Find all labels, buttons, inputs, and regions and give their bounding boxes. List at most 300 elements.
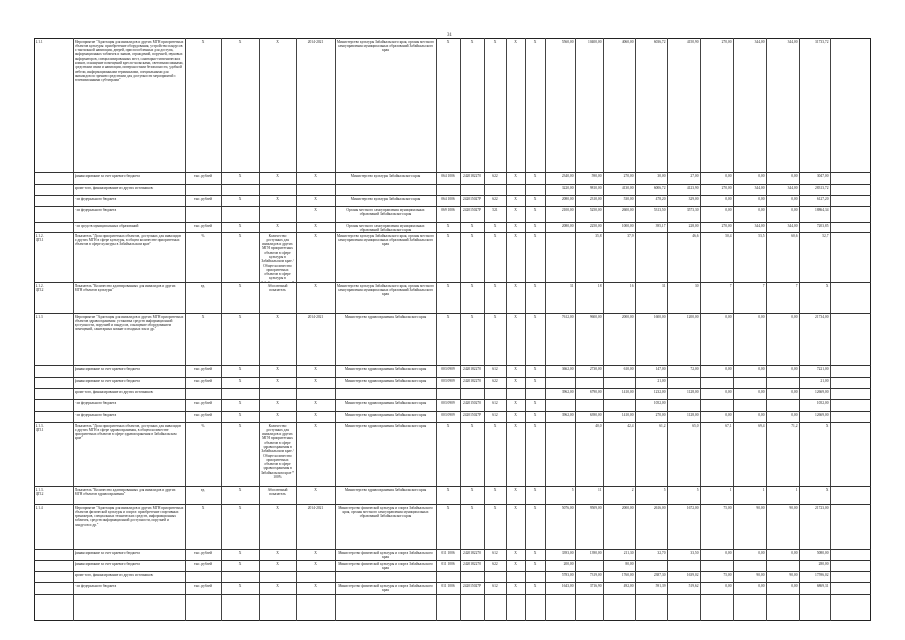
row-year-2015: 590,00 bbox=[591, 173, 602, 178]
row-name: Показатель "Количество адаптированных для инвалидов и других МГН объектов культуры" bbox=[74, 283, 176, 292]
row-executor: Министерство физической культуры и спорта Забайкальского края, органы местного самоуправления муниципальных образований Забайкальского края bbox=[338, 505, 433, 519]
row-year-2016: 1760,00 bbox=[621, 572, 634, 577]
row-year-2017: 478,20 bbox=[655, 196, 666, 201]
row-year-2017: 32,70 bbox=[657, 550, 666, 555]
row-code-grbs: X bbox=[446, 283, 450, 288]
row-code-vr: X bbox=[493, 505, 497, 510]
row-year-2017: 5313,50 bbox=[653, 207, 666, 212]
row-code-csr: X bbox=[470, 314, 474, 319]
row-unit: ед. bbox=[200, 283, 206, 288]
row-year-2014: 5783,00 bbox=[561, 572, 574, 577]
row-year-2018: 4123,90 bbox=[686, 185, 699, 190]
row-year-2014: 5560,00 bbox=[561, 39, 574, 44]
row-period: 2014-2021 bbox=[307, 39, 324, 44]
row-total: X bbox=[825, 283, 829, 288]
row-year-2017: 270,00 bbox=[655, 412, 666, 417]
row-year-2017: 61,2 bbox=[659, 423, 666, 428]
row-total: 7221,00 bbox=[816, 366, 829, 371]
row-total: 1052,00 bbox=[816, 400, 829, 405]
row-code-vr: 612 bbox=[492, 550, 498, 555]
row-year-2014: 2340,00 bbox=[561, 173, 574, 178]
table-column-divider bbox=[185, 38, 186, 621]
row-code-vr: X bbox=[493, 233, 497, 238]
row-code-vr: 622 bbox=[492, 561, 498, 566]
row-code-5: X bbox=[533, 283, 537, 288]
row-year-2019: 0,00 bbox=[725, 412, 732, 417]
row-code-csr: X bbox=[470, 487, 474, 492]
row-period: X bbox=[314, 550, 317, 555]
table-column-divider bbox=[603, 38, 604, 621]
row-year-2018: 27,00 bbox=[690, 173, 699, 178]
row-year-2016: 4130,00 bbox=[621, 185, 634, 190]
row-code-5: X bbox=[533, 561, 537, 566]
row-unit: тыс. рублей bbox=[194, 400, 212, 405]
row-period: X bbox=[314, 423, 317, 428]
row-code-csr: 2420182270 bbox=[463, 366, 481, 371]
row-name: - из федерального бюджета bbox=[74, 412, 117, 417]
row-code-csr: X bbox=[470, 283, 474, 288]
row-year-2017: 147,00 bbox=[655, 366, 666, 371]
row-code-5: X bbox=[533, 223, 537, 228]
row-executor: Министерство культуры Забайкальского края bbox=[350, 196, 421, 201]
row-name: Показатель "Количество адаптированных для инвалидов и других МГН объектов здравоохранения" bbox=[74, 487, 176, 496]
row-formula: X bbox=[276, 223, 279, 228]
row-unit: тыс. рублей bbox=[194, 196, 212, 201]
row-executor: Органы местного самоуправления муниципальных образований Забайкальского края bbox=[346, 207, 425, 216]
row-code-csr: 2420150270 bbox=[463, 400, 481, 405]
row-value-1: X bbox=[238, 233, 242, 238]
row-year-2019: 0,00 bbox=[725, 207, 732, 212]
row-name: финансирование за счет краевого бюджета bbox=[74, 561, 140, 566]
row-year-2020: 53,5 bbox=[758, 233, 765, 238]
row-executor: Министерство физической культуры и спорта Забайкальского края bbox=[338, 550, 433, 559]
row-formula: X bbox=[276, 196, 279, 201]
row-total: 21,00 bbox=[820, 378, 829, 383]
row-formula: X bbox=[276, 550, 279, 555]
row-value-1: X bbox=[238, 223, 242, 228]
row-total: 17596,02 bbox=[815, 572, 829, 577]
row-year-2018: 5 bbox=[696, 487, 699, 492]
row-year-2018: 33,50 bbox=[690, 550, 699, 555]
row-unit: % bbox=[201, 233, 205, 238]
row-formula: X bbox=[276, 583, 279, 588]
row-name: - из федерального бюджета bbox=[74, 400, 117, 405]
row-code-grbs: 064 1006 bbox=[441, 196, 455, 201]
row-unit: X bbox=[201, 314, 205, 319]
row-year-2018: 1128,00 bbox=[686, 412, 699, 417]
row-formula: Абсолютный показатель bbox=[267, 487, 288, 496]
row-year-2015: 2250,00 bbox=[589, 223, 602, 228]
row-year-2018: 3573,30 bbox=[686, 207, 699, 212]
row-code-5: X bbox=[533, 233, 537, 238]
row-year-2017: 591,39 bbox=[655, 583, 666, 588]
row-year-2016: 492,00 bbox=[623, 583, 634, 588]
row-code-csr: 2420182270 bbox=[463, 561, 481, 566]
table-column-divider bbox=[436, 38, 437, 621]
row-name: кроме того, финансирование из других источников: bbox=[74, 185, 154, 190]
row-year-2017: 2387,30 bbox=[653, 572, 666, 577]
row-code-grbs: X bbox=[446, 487, 450, 492]
row-code-4: X bbox=[514, 233, 517, 238]
row-year-2018: 228,00 bbox=[688, 223, 699, 228]
row-year-2021: 0,00 bbox=[791, 173, 798, 178]
row-year-2021: 90,00 bbox=[789, 505, 798, 510]
table-column-divider bbox=[700, 38, 701, 621]
row-value-1: X bbox=[238, 561, 242, 566]
row-year-2019: 0,00 bbox=[725, 583, 732, 588]
row-year-2014: 200,00 bbox=[563, 561, 574, 566]
page-number: 31 bbox=[447, 33, 452, 38]
row-executor: Министерство культуры Забайкальского края, органы местного самоуправления муниципальных образований Забайкальского края bbox=[336, 233, 435, 247]
row-year-2017: 395,17 bbox=[655, 223, 666, 228]
row-year-2015: 11 bbox=[598, 487, 602, 492]
row-code-grbs: 011 1006 bbox=[441, 550, 455, 555]
row-name: Мероприятие "Адаптация для инвалидов и других МГН приоритетных объектов культуры: приобретение оборудования, устройство пандусов и тактильной навигации, дверей, приспособленных для доступа, информационных табличек и знаков, ограждений, поручней, звуковых информаторов, специализированных мест, санитарно-гигиенических комнат, оснащение помещений кресло-колясками, световыми маяками, средствами связи и навигации, поверхностями безопасности, удобной мебели, информационными терминалами, специальными для инвалидов по зрению средствами для доступности мероприятий с телевизионными субтитрами" bbox=[74, 39, 184, 83]
row-year-2014: 5076,00 bbox=[561, 505, 574, 510]
row-code-csr: 242015027Р bbox=[462, 412, 482, 417]
row-executor: Министерство физической культуры и спорта Забайкальского края bbox=[338, 583, 433, 592]
row-total: 18864,34 bbox=[815, 207, 829, 212]
row-year-2018: 329,00 bbox=[688, 196, 699, 201]
row-executor: Органы местного самоуправления муниципальных образований Забайкальского края bbox=[346, 223, 425, 232]
row-year-2018: 30 bbox=[694, 283, 699, 288]
row-code-4: X bbox=[514, 207, 517, 212]
row-year-2018: 1639,02 bbox=[686, 572, 699, 577]
row-period: X bbox=[314, 412, 317, 417]
row-year-2019: 75,00 bbox=[723, 505, 732, 510]
row-code-csr: 242015027Р bbox=[462, 207, 482, 212]
row-number: 2.1.3 bbox=[35, 314, 43, 319]
row-formula: X bbox=[276, 314, 279, 319]
row-year-2019: 75,00 bbox=[723, 572, 732, 577]
row-year-2015: 9509,00 bbox=[589, 505, 602, 510]
row-code-4: X bbox=[514, 550, 517, 555]
row-year-2016: 530,00 bbox=[623, 196, 634, 201]
row-unit: % bbox=[201, 423, 205, 428]
row-year-2015: 7319,00 bbox=[589, 572, 602, 577]
row-value-1: X bbox=[238, 366, 242, 371]
row-year-2019: 0,00 bbox=[725, 314, 732, 319]
row-number: 2.1.1 bbox=[35, 39, 43, 44]
row-year-2014: 3393,00 bbox=[561, 550, 574, 555]
row-code-vr: X bbox=[493, 39, 497, 44]
row-year-2018: 46,6 bbox=[692, 233, 699, 238]
row-year-2021: 90,00 bbox=[789, 572, 798, 577]
table-column-divider bbox=[766, 38, 767, 621]
row-year-2019: 270,00 bbox=[721, 39, 732, 44]
table-column-divider bbox=[484, 38, 485, 621]
row-total: 5080,00 bbox=[816, 550, 829, 555]
row-unit: тыс. рублей bbox=[194, 223, 212, 228]
row-year-2020: 0,00 bbox=[758, 366, 765, 371]
row-formula: Количество доступных для инвалидов и других МГН приоритетных объектов в сфере здравоохранения в Забайкальском крае / Общее количество приоритетных объектов в сфере здравоохранения в Забайкальском крае * 100% bbox=[261, 423, 294, 480]
row-code-grbs: X bbox=[446, 233, 450, 238]
row-year-2016: 80,00 bbox=[625, 561, 634, 566]
row-year-2015: 5250,00 bbox=[589, 207, 602, 212]
row-code-4: X bbox=[514, 283, 517, 288]
row-year-2015: 35,8 bbox=[595, 233, 602, 238]
row-year-2015: 6790,00 bbox=[589, 389, 602, 394]
row-code-4: X bbox=[514, 583, 517, 588]
row-year-2021: 71,2 bbox=[791, 423, 798, 428]
row-period: X bbox=[314, 207, 317, 212]
row-year-2018: 1128,00 bbox=[686, 389, 699, 394]
row-code-5: X bbox=[533, 423, 537, 428]
row-code-grbs: X bbox=[446, 223, 450, 228]
row-value-1: X bbox=[238, 550, 242, 555]
row-formula: X bbox=[276, 505, 279, 510]
row-year-2016: 1000,00 bbox=[621, 223, 634, 228]
row-total: 12669,00 bbox=[815, 412, 829, 417]
table-column-divider bbox=[506, 38, 507, 621]
row-code-vr: 622 bbox=[492, 173, 498, 178]
row-code-grbs: 003 0909 bbox=[441, 366, 455, 371]
row-year-2014: 2080,00 bbox=[561, 223, 574, 228]
row-year-2014: 7612,00 bbox=[561, 314, 574, 319]
row-year-2021: 344,00 bbox=[787, 185, 798, 190]
row-formula: X bbox=[276, 366, 279, 371]
row-name: Показатель "Доля приоритетных объектов, доступных для инвалидов и других МГН в сфере культуры, в общем количестве приоритетных объектов в сфере культуры в Забайкальском крае" bbox=[74, 233, 181, 247]
row-year-2016: 37,9 bbox=[627, 233, 634, 238]
row-code-grbs: 003 0909 bbox=[441, 378, 455, 383]
row-year-2014: 3962,00 bbox=[561, 389, 574, 394]
row-year-2015: 2310,00 bbox=[589, 196, 602, 201]
row-year-2014: 5 bbox=[571, 487, 574, 492]
row-year-2021: 0,00 bbox=[791, 412, 798, 417]
row-year-2020: 0,00 bbox=[758, 583, 765, 588]
row-code-4: X bbox=[514, 223, 517, 228]
row-year-2018: 4150,90 bbox=[686, 39, 699, 44]
row-code-grbs: X bbox=[446, 39, 450, 44]
row-number: 2.1.2. ЦП.2 bbox=[35, 283, 44, 292]
row-executor: Министерство здравоохранения Забайкальского края bbox=[344, 314, 427, 319]
row-code-csr: 2420182270 bbox=[463, 550, 481, 555]
table-column-divider bbox=[525, 38, 526, 621]
row-year-2016: 16 bbox=[629, 283, 634, 288]
row-code-csr: 242015027Р bbox=[462, 196, 482, 201]
row-year-2016: 211,30 bbox=[623, 550, 634, 555]
row-code-grbs: 011 1006 bbox=[441, 561, 455, 566]
row-number: 2.1.3. ЦП.1 bbox=[35, 423, 44, 432]
row-name: кроме того, финансирование из других источников: bbox=[74, 389, 154, 394]
row-value-1: X bbox=[238, 505, 242, 510]
row-total: 12669,00 bbox=[815, 389, 829, 394]
row-value-1: X bbox=[238, 400, 242, 405]
row-year-2015: 2730,00 bbox=[589, 366, 602, 371]
row-year-2019: 0,00 bbox=[725, 550, 732, 555]
row-name: - из федерального бюджета bbox=[74, 207, 117, 212]
row-year-2021: 344,00 bbox=[787, 39, 798, 44]
table-column-divider bbox=[733, 38, 734, 621]
row-code-4: X bbox=[514, 39, 517, 44]
row-year-2015: 10400,00 bbox=[588, 39, 602, 44]
row-period: X bbox=[314, 378, 317, 383]
row-period: X bbox=[314, 223, 317, 228]
row-code-5: X bbox=[533, 314, 537, 319]
row-year-2016: 2000,00 bbox=[621, 314, 634, 319]
row-period: X bbox=[314, 196, 317, 201]
row-code-vr: 521 bbox=[492, 207, 498, 212]
row-name: - из средств муниципальных образований bbox=[74, 223, 139, 228]
row-code-vr: 612 bbox=[492, 412, 498, 417]
row-code-4: X bbox=[514, 487, 517, 492]
row-total: 21734,00 bbox=[815, 314, 829, 319]
row-code-4: X bbox=[514, 378, 517, 383]
row-year-2014: 1643,00 bbox=[561, 583, 574, 588]
row-period: X bbox=[314, 283, 317, 288]
row-total: X bbox=[825, 423, 829, 428]
row-year-2014: 3962,00 bbox=[561, 412, 574, 417]
row-value-1: X bbox=[238, 423, 242, 428]
row-year-2015: 9600,00 bbox=[589, 314, 602, 319]
row-executor: Министерство здравоохранения Забайкальского края bbox=[344, 366, 427, 371]
row-year-2021: 0,00 bbox=[791, 583, 798, 588]
row-year-2020: 0,00 bbox=[758, 550, 765, 555]
row-value-1: X bbox=[238, 583, 242, 588]
row-total: 7203,85 bbox=[816, 223, 829, 228]
row-period: 2014-2021 bbox=[307, 314, 324, 319]
row-code-vr: X bbox=[493, 487, 497, 492]
row-code-4: X bbox=[514, 423, 517, 428]
table-column-divider bbox=[635, 38, 636, 621]
row-formula: Количество доступных для инвалидов и других МГН приоритетных объектов в сфере культуры в Забайкальском крае / Общее количество приоритетных объектов в сфере культуры в bbox=[261, 233, 294, 281]
row-unit: тыс. рублей bbox=[194, 173, 212, 178]
row-year-2015: 1390,00 bbox=[589, 550, 602, 555]
row-executor: Министерство культуры Забайкальского края, органы местного самоуправления муниципальных образований Забайкальского края bbox=[336, 39, 435, 53]
table-column-divider bbox=[667, 38, 668, 621]
row-code-5: X bbox=[533, 207, 537, 212]
row-code-4: X bbox=[514, 314, 517, 319]
row-year-2017: 1600,00 bbox=[653, 314, 666, 319]
row-code-4: X bbox=[514, 412, 517, 417]
row-year-2018: 519,62 bbox=[688, 583, 699, 588]
row-code-grbs: 064 1006 bbox=[441, 173, 455, 178]
row-year-2019: 0,00 bbox=[725, 196, 732, 201]
row-year-2021: 0,00 bbox=[791, 550, 798, 555]
row-period: X bbox=[314, 400, 317, 405]
table-column-divider bbox=[460, 38, 461, 621]
row-year-2015: 18 bbox=[597, 283, 602, 288]
row-code-grbs: 011 1006 bbox=[441, 583, 455, 588]
row-year-2020: 0,00 bbox=[758, 314, 765, 319]
row-value-1: X bbox=[238, 487, 242, 492]
row-code-grbs: X bbox=[446, 314, 450, 319]
row-year-2014: 3220,00 bbox=[561, 185, 574, 190]
row-code-5: X bbox=[533, 173, 537, 178]
row-year-2019: 0,00 bbox=[725, 366, 732, 371]
row-year-2014: 31 bbox=[569, 283, 574, 288]
row-unit: ед. bbox=[200, 487, 206, 492]
row-year-2015: 6390,00 bbox=[589, 412, 602, 417]
row-value-1: X bbox=[238, 378, 242, 383]
row-code-5: X bbox=[533, 583, 537, 588]
row-year-2017: 1052,00 bbox=[653, 400, 666, 405]
row-code-4: X bbox=[514, 561, 517, 566]
row-year-2018: 1200,00 bbox=[686, 314, 699, 319]
row-year-2017: 21,00 bbox=[657, 378, 666, 383]
row-code-csr: 242015027Р bbox=[462, 583, 482, 588]
row-number: 2.1.4 bbox=[35, 505, 43, 510]
row-name: - из федерального бюджета bbox=[74, 196, 117, 201]
row-number: 2.1.3. ЦП.2 bbox=[35, 487, 44, 496]
row-executor: Министерство здравоохранения Забайкальского края bbox=[344, 487, 427, 492]
row-formula: X bbox=[276, 400, 279, 405]
row-year-2016: 1410,00 bbox=[621, 389, 634, 394]
row-year-2020: 0,00 bbox=[758, 196, 765, 201]
row-code-4: X bbox=[514, 505, 517, 510]
row-year-2020: 0,00 bbox=[758, 207, 765, 212]
row-total: 28313,72 bbox=[815, 185, 829, 190]
row-total: 6127,20 bbox=[816, 196, 829, 201]
row-period: X bbox=[314, 583, 317, 588]
row-year-2021: 0,00 bbox=[791, 366, 798, 371]
row-code-csr: X bbox=[470, 39, 474, 44]
row-value-1: X bbox=[238, 39, 242, 44]
row-code-5: X bbox=[533, 400, 537, 405]
table-column-divider bbox=[575, 38, 576, 621]
row-year-2020: 1 bbox=[762, 487, 765, 492]
row-code-5: X bbox=[533, 412, 537, 417]
row-unit: тыс. рублей bbox=[194, 583, 212, 588]
row-year-2020: 90,00 bbox=[756, 505, 765, 510]
row-number: 2.1.2. ЦП.1 bbox=[35, 233, 44, 242]
row-year-2021: 0,00 bbox=[791, 389, 798, 394]
row-year-2017: 1232,00 bbox=[653, 389, 666, 394]
row-year-2014: 2080,00 bbox=[561, 196, 574, 201]
row-value-1: X bbox=[238, 283, 242, 288]
row-value-1: X bbox=[238, 412, 242, 417]
row-executor: Министерство физической культуры и спорта Забайкальского края bbox=[338, 561, 433, 570]
row-name: кроме того, финансирование из других источников: bbox=[74, 572, 154, 577]
row-period: X bbox=[314, 366, 317, 371]
row-year-2016: 2000,00 bbox=[621, 505, 634, 510]
row-formula: X bbox=[276, 39, 279, 44]
row-name: Мероприятие "Адаптация для инвалидов и других МГН приоритетных объектов физической культуры и спорта: приобретение спортивных тренажеров, специальных технических средств, информационных табличек, средств информационной доступности, поручней и пандусов и др." bbox=[74, 505, 184, 527]
row-period: X bbox=[314, 233, 317, 238]
row-year-2014: 2100,00 bbox=[561, 207, 574, 212]
row-year-2016: 270,00 bbox=[623, 173, 634, 178]
row-period: X bbox=[314, 487, 317, 492]
row-code-vr: X bbox=[493, 283, 497, 288]
row-executor: Министерство здравоохранения Забайкальского края bbox=[344, 412, 427, 417]
row-code-5: X bbox=[533, 505, 537, 510]
row-name: - из федерального бюджета bbox=[74, 583, 117, 588]
row-year-2017: 6036,72 bbox=[653, 39, 666, 44]
row-code-4: X bbox=[514, 196, 517, 201]
row-code-5: X bbox=[533, 196, 537, 201]
row-code-csr: 2420182270 bbox=[463, 378, 481, 383]
row-year-2019: 1 bbox=[729, 487, 732, 492]
row-period: X bbox=[314, 561, 317, 566]
row-code-vr: 612 bbox=[492, 583, 498, 588]
row-code-5: X bbox=[533, 550, 537, 555]
row-code-4: X bbox=[514, 366, 517, 371]
row-code-4: X bbox=[514, 400, 517, 405]
row-year-2019: 270,00 bbox=[721, 185, 732, 190]
row-total: 31733,72 bbox=[815, 39, 829, 44]
row-value-1: X bbox=[238, 173, 242, 178]
row-year-2014: 3662,00 bbox=[561, 366, 574, 371]
row-name: финансирование за счет краевого бюджета bbox=[74, 366, 140, 371]
row-year-2019: 7 bbox=[729, 283, 732, 288]
row-code-vr: X bbox=[493, 423, 497, 428]
row-year-2020: 0,00 bbox=[758, 412, 765, 417]
row-year-2017: 5 bbox=[663, 487, 666, 492]
table-column-divider bbox=[296, 38, 297, 621]
row-code-5: X bbox=[533, 39, 537, 44]
row-code-vr: X bbox=[493, 223, 497, 228]
row-code-csr: X bbox=[470, 223, 474, 228]
